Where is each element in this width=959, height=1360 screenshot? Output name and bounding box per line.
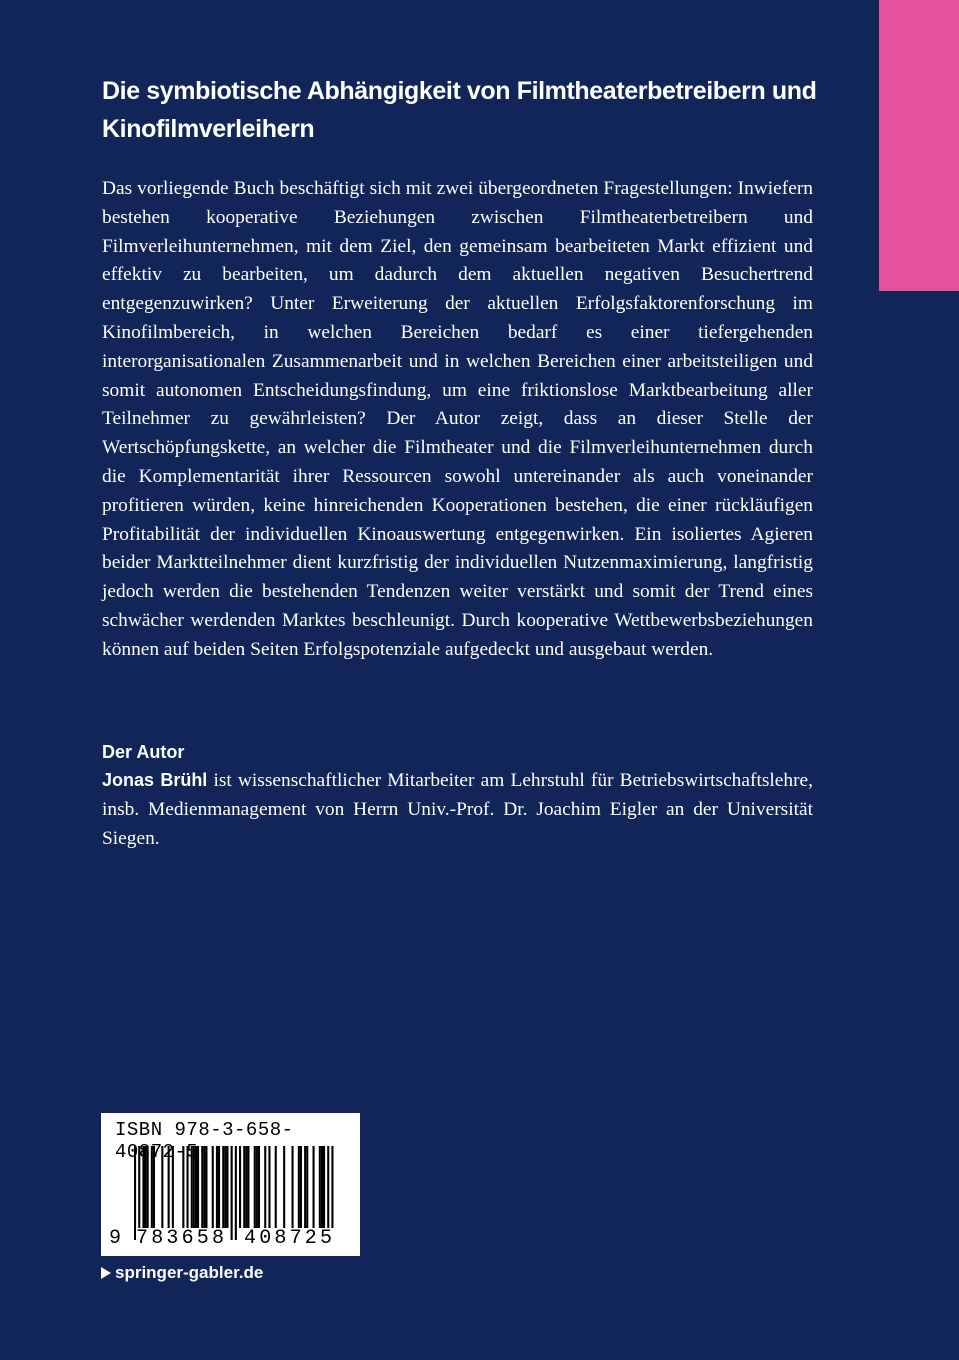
arrow-right-icon [101,1267,111,1279]
author-section [102,738,813,853]
accent-tab [879,0,959,291]
author-bio-text: ist wissenschaftlicher Mitarbeiter am Lehrstuhl für Betriebswirtschaftslehre, insb. Medienmanagement von Herrn Univ.-Prof. Dr. Joachim Eigler an der Universität Siegen. [102,770,813,849]
publisher-website[interactable] [101,1263,263,1283]
isbn-label: ISBN 978-3-658-40872-5 [115,1119,294,1163]
author-heading: Der Autor [102,742,185,762]
author-name: Jonas Brühl [102,770,208,790]
website-text: springer-gabler.de [115,1263,264,1282]
book-title: Die symbiotische Abhängigkeit von Filmtheaterbetreibern und Kinofilmverleihern [102,77,817,143]
ean-first-digit: 9 [109,1227,122,1250]
book-abstract: Das vorliegende Buch beschäftigt sich mit zwei übergeordneten Fragestellungen: Inwiefern bestehen kooperative Beziehungen zwischen Filmtheaterbetreibern und Filmverleihunternehmen, mit dem Ziel, den gemeinsam bearbeiteten Markt effizient und effektiv zu bearbeiten, um dadurch dem aktuellen negativen Besuchertrend entgegenzuwirken? Unter Erweiterung der aktuellen Erfolgsfaktorenforschung im Kinofilmbereich, in welchen Bereichen bedarf es einer tiefergehenden interorganisationalen Zusammenarbeit und in welchen Bereichen einer arbeitsteiligen und somit autonomen Entscheidungsfindung, um eine friktionslose Marktbearbeitung aller Teilnehmer zu gewährleisten? Der Autor zeigt, dass an dieser Stelle der Wertschöpfungskette, an welcher die Filmtheater und die Filmverleihunternehmen durch die Komplementarität ihrer Ressourcen sowohl untereinander als auch voneinander profitieren würden, keine hinreichenden Kooperationen bestehen, die einer rückläufigen Profitabilität der individuellen Kinoauswertung entgegenwirken. Ein isoliertes Agieren beider Marktteilnehmer dient kurzfristig der individuellen Nutzenmaximierung, langfristig jedoch werden die bestehenden Tendenzen weiter verstärkt und somit der Trend eines schwächer werdenden Marktes beschleunigt. Durch kooperative Wettbewerbsbeziehungen können auf beiden Seiten Erfolgspotenziale aufgedeckt und ausgebaut werden. [102,178,813,660]
author-bio [102,766,813,853]
ean-left-digits: 783658 [136,1227,228,1250]
ean-right-digits: 408725 [244,1227,336,1250]
isbn-barcode [101,1113,360,1256]
